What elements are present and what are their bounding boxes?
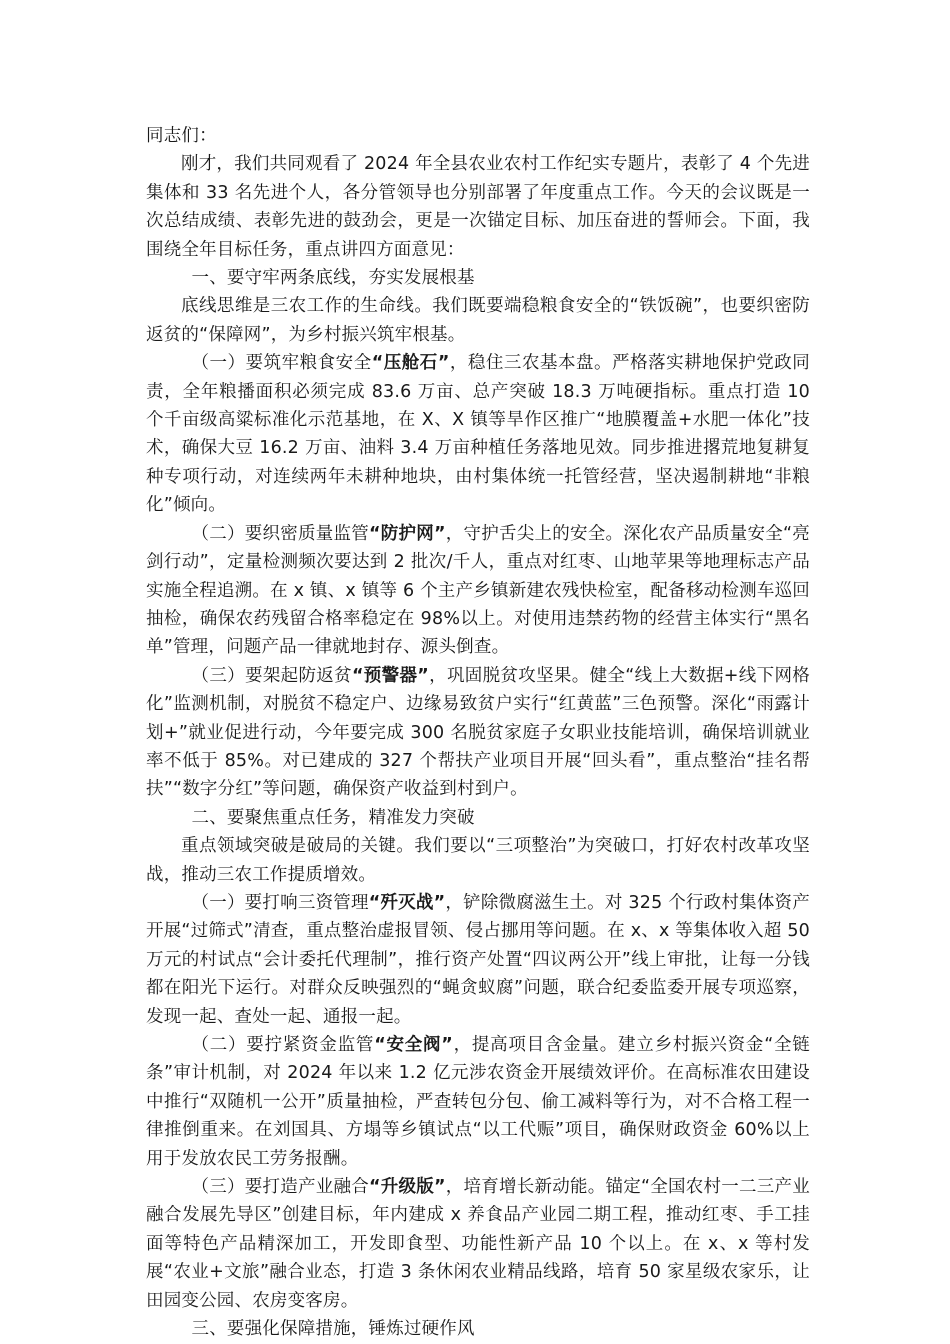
item-body: ，稳住三农基本盘。严格落实耕地保护党政同责，全年粮播面积必须完成 83.6 万亩、总产突破 18.3 万吨硬指标。重点打造 10 个千亩级高粱标准化示范基地，在 X、X 镇等旱作区推广“地膜覆盖+水肥一体化”技术，确保大豆 16.2 万亩、油料 3.4 万亩种植任务落地见效。同步推进撂荒地复耕复种专项行动，对连续两年未耕种地块，由村集体统一托管经营，坚决遏制耕地“非粮化”倾向。 bbox=[146, 353, 810, 516]
section-2-lead: 重点领域突破是破局的关键。我们要以“三项整治”为突破口，打好农村改革攻坚战，推动三农工作提质增效。 bbox=[146, 836, 810, 885]
item-key-phrase: “压舱石” bbox=[371, 353, 450, 374]
item-prefix: （二）要织密质量监管 bbox=[191, 523, 369, 544]
item-body: ，培育增长新动能。锚定“全国农村一二三产业融合发展先导区”创建目标，年内建成 x 养食品产业园二期工程，推动红枣、手工挂面等特色产品精深加工，开发即食型、功能性新产品 10 个以上。在 x、x 等村发展“农业+文旅”融合业态，打造 3 条休闲农业精品线路，培育 50 家星级农家乐，让田园变公园、农房变客房。 bbox=[146, 1177, 810, 1311]
item-key-phrase: “防护网” bbox=[369, 523, 446, 544]
section-1-lead: 底线思维是三农工作的生命线。我们既要端稳粮食安全的“铁饭碗”，也要织密防返贫的“保障网”，为乡村振兴筑牢根基。 bbox=[146, 296, 810, 345]
section-1-item-2 bbox=[146, 520, 810, 662]
item-key-phrase: “预警器” bbox=[351, 665, 429, 686]
item-key-phrase: “歼灭战” bbox=[368, 892, 446, 913]
section-2-item-1 bbox=[146, 889, 810, 1031]
intro-paragraph: 刚才，我们共同观看了 2024 年全县农业农村工作纪实专题片，表彰了 4 个先进集体和 33 名先进个人，各分管领导也分别部署了年度重点工作。今天的会议既是一次总结成绩、表彰先进的鼓劲会，更是一次锚定目标、加压奋进的誓师会。下面，我围绕全年目标任务，重点讲四方面意见： bbox=[146, 154, 810, 260]
item-prefix: （一）要筑牢粮食安全 bbox=[191, 353, 372, 374]
section-3-heading: 三、要强化保障措施，锤炼过硬作风 bbox=[191, 1319, 475, 1340]
speech-document bbox=[146, 122, 810, 1343]
section-1-item-3 bbox=[146, 662, 810, 804]
item-key-phrase: “升级版” bbox=[369, 1177, 446, 1198]
section-1-item-1 bbox=[146, 349, 810, 519]
item-key-phrase: “安全阀” bbox=[374, 1035, 454, 1055]
salutation: 同志们： bbox=[146, 126, 217, 146]
section-2-item-3 bbox=[146, 1173, 810, 1315]
item-prefix: （三）要打造产业融合 bbox=[191, 1177, 369, 1198]
section-2-heading: 二、要聚焦重点任务，精准发力突破 bbox=[191, 807, 475, 828]
item-body: ，铲除微腐滋生土。对 325 个行政村集体资产开展“过筛式”清查，重点整治虚报冒领、侵占挪用等问题。在 x、x 等集体收入超 50 万元的村试点“会计委托代理制”，推行资产处置“四议两公开”线上审批，让每一分钱都在阳光下运行。对群众反映强烈的“蝇贪蚁腐”问题，联合纪委监委开展专项巡察，发现一起、查处一起、通报一起。 bbox=[146, 892, 810, 1027]
item-body: ，巩固脱贫攻坚果。健全“线上大数据+线下网格化”监测机制，对脱贫不稳定户、边缘易致贫户实行“红黄蓝”三色预警。深化“雨露计划+”就业促进行动，今年要完成 300 名脱贫家庭子女职业技能培训，确保培训就业率不低于 85%。对已建成的 327 个帮扶产业项目开展“回头看”，重点整治“挂名帮扶”“数字分红”等问题，确保资产收益到村到户。 bbox=[146, 665, 810, 800]
item-prefix: （一）要打响三资管理 bbox=[191, 892, 369, 913]
item-body: ，守护舌尖上的安全。深化农产品质量安全“亮剑行动”，定量检测频次要达到 2 批次/千人，重点对红枣、山地苹果等地理标志产品实施全程追溯。在 x 镇、x 镇等 6 个主产乡镇新建农残快检室，配备移动检测车巡回抽检，确保农药残留合格率稳定在 98%以上。对使用违禁药物的经营主体实行“黑名单”管理，问题产品一律就地封存、源头倒查。 bbox=[146, 523, 810, 658]
item-prefix: （二）要拧紧资金监管 bbox=[191, 1035, 375, 1055]
item-prefix: （三）要架起防返贫 bbox=[191, 665, 352, 686]
section-2-item-2 bbox=[146, 1031, 810, 1173]
section-1-heading: 一、要守牢两条底线，夯实发展根基 bbox=[191, 268, 475, 289]
item-body: ，提高项目含金量。建立乡村振兴资金“全链条”审计机制，对 2024 年以来 1.2 亿元涉农资金开展绩效评价。在高标准农田建设中推行“双随机一公开”质量抽检，严查转包分包、偷工减料等行为，对不合格工程一律推倒重来。在刘国具、方塌等乡镇试点“以工代赈”项目，确保财政资金 60%以上用于发放农民工劳务报酬。 bbox=[146, 1035, 810, 1169]
